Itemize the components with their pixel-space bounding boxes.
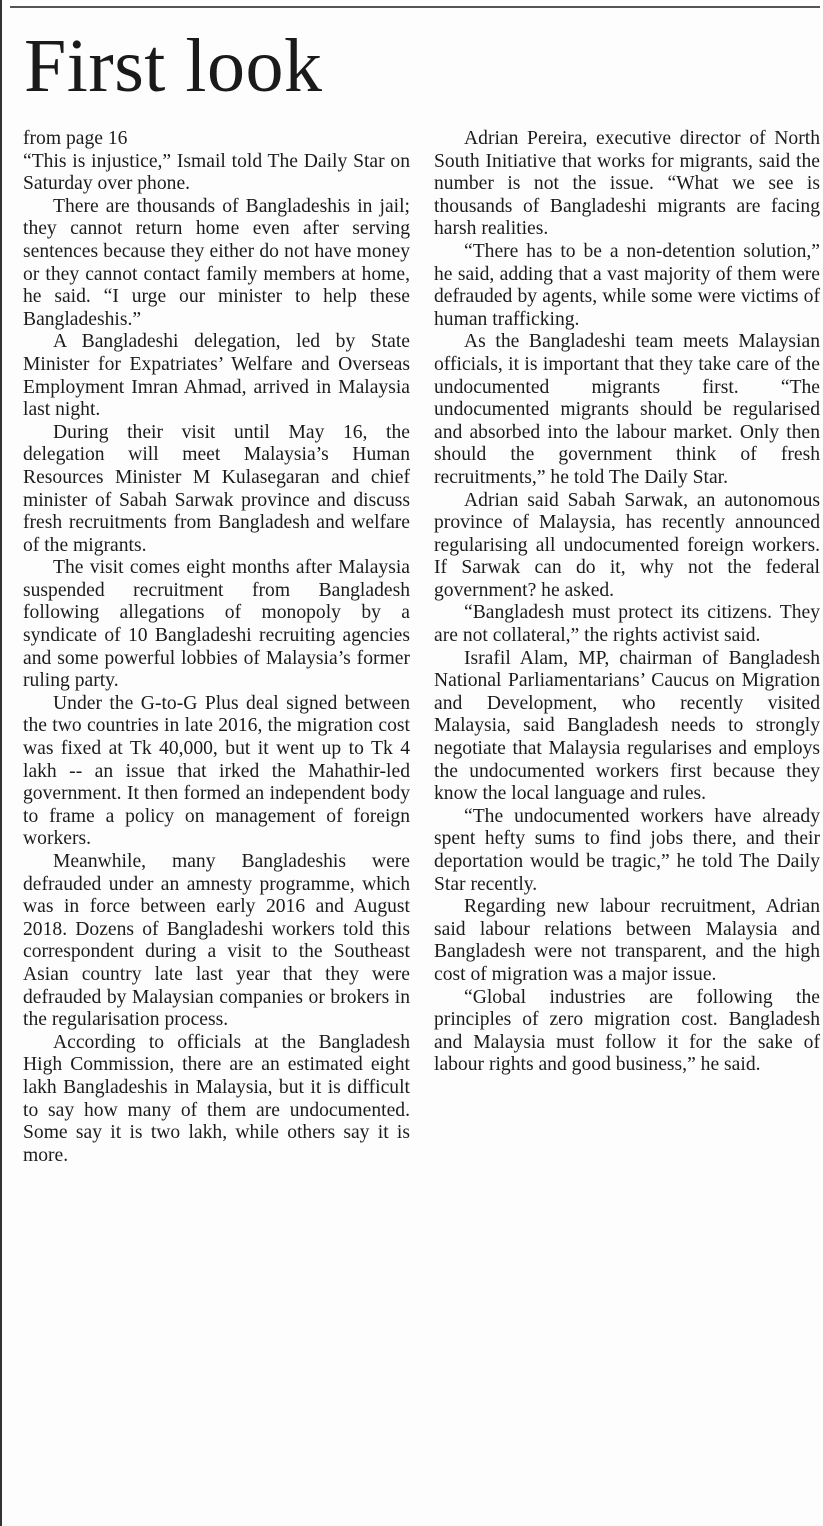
paragraph: Meanwhile, many Bangladeshis were defrauded under an amnesty programme, which was in force between early 2016 and August 2018. Dozens of Bangladeshi workers told this correspondent during a visit to the Southeast Asian country late last year that they were defrauded by Malaysian companies or brokers in the regularisation process. (23, 851, 410, 1031)
paragraph: “There has to be a non-detention solution,” he said, adding that a vast majority of them were defrauded by agents, while some were victims of human trafficking. (434, 240, 820, 330)
paragraph: During their visit until May 16, the delegation will meet Malaysia’s Human Resources Minister M Kulasegaran and chief minister of Sabah Sarwak province and discuss fresh recruitments from Bangladesh and welfare of the migrants. (23, 421, 410, 556)
top-rule (10, 6, 820, 8)
paragraph: According to officials at the Bangladesh High Commission, there are an estimated eight lakh Bangladeshis in Malaysia, but it is difficult to say how many of them are undocumented. Some say it is two lakh, while others say it is more. (23, 1031, 410, 1166)
paragraph: Regarding new labour recruitment, Adrian said labour relations between Malaysia and Bangladesh were not transparent, and the high cost of migration was a major issue. (434, 896, 820, 985)
paragraph: Adrian Pereira, executive director of North South Initiative that works for migrants, said the number is not the issue. “What we see is thousands of Bangladeshi migrants are facing harsh realities. (434, 128, 820, 240)
right-column (434, 128, 820, 1077)
paragraph: Adrian said Sabah Sarwak, an autonomous province of Malaysia, has recently announced regularising all undocumented foreign workers. If Sarwak can do it, why not the federal government? he asked. (434, 489, 820, 601)
paragraph: “Bangladesh must protect its citizens. They are not collateral,” the rights activist said. (434, 602, 820, 647)
paragraph: Israfil Alam, MP, chairman of Bangladesh National Parliamentarians’ Caucus on Migration and Development, who recently visited Malaysia, said Bangladesh needs to strongly negotiate that Malaysia regularises and employs the undocumented workers first because they know the local language and rules. (434, 647, 820, 805)
left-column (23, 128, 410, 1167)
paragraph: The visit comes eight months after Malaysia suspended recruitment from Bangladesh following allegations of monopoly by a syndicate of 10 Bangladeshi recruiting agencies and some powerful lobbies of Malaysia’s former ruling party. (23, 557, 410, 692)
headline: First look (24, 24, 323, 108)
paragraph: Under the G-to-G Plus deal signed between the two countries in late 2016, the migration cost was fixed at Tk 40,000, but it went up to Tk 4 lakh -- an issue that irked the Mahathir-led government. It then formed an independent body to frame a policy on management of foreign workers. (23, 692, 410, 850)
paragraph: “The undocumented workers have already spent hefty sums to find jobs there, and their deportation would be tragic,” he told The Daily Star recently. (434, 805, 820, 895)
paragraph: As the Bangladeshi team meets Malaysian officials, it is important that they take care of the undocumented migrants first. “The undocumented migrants should be regularised and absorbed into the labour market. Only then should the government think of fresh recruitments,” he told The Daily Star. (434, 331, 820, 488)
paragraph: A Bangladeshi delegation, led by State Minister for Expatriates’ Welfare and Overseas Employment Imran Ahmad, arrived in Malaysia last night. (23, 331, 410, 421)
jump-line: from page 16 (23, 128, 128, 149)
paragraph: “This is injustice,” Ismail told The Daily Star on Saturday over phone. (23, 150, 410, 195)
paragraph: “Global industries are following the principles of zero migration cost. Bangladesh and Malaysia must follow it for the sake of labour rights and good business,” he said. (434, 986, 820, 1076)
paragraph: There are thousands of Bangladeshis in jail; they cannot return home even after serving sentences because they either do not have money or they cannot contact family members at home, he said. “I urge our minister to help these Bangladeshis.” (23, 195, 410, 330)
